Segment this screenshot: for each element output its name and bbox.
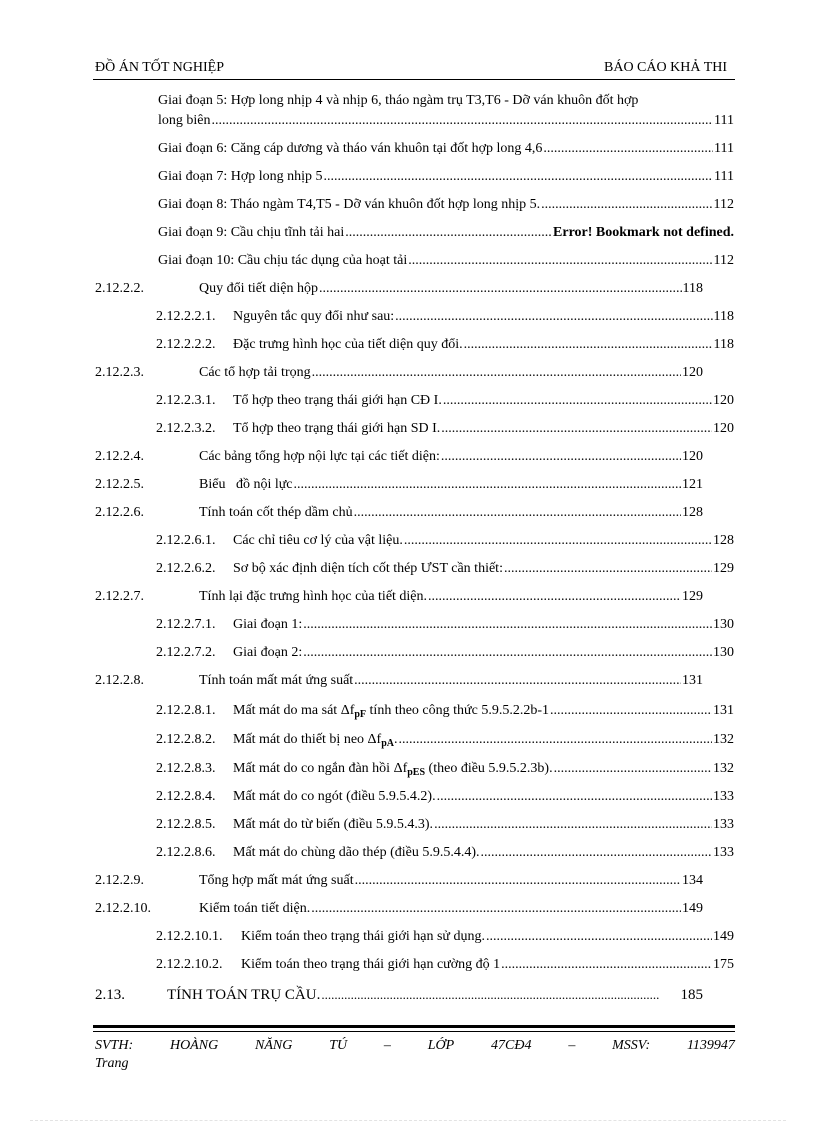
toc-page: 128 xyxy=(682,505,703,520)
toc-number: 2.12.2.3.2. xyxy=(156,421,216,436)
subscript: pES xyxy=(407,767,426,778)
toc-leader xyxy=(428,587,681,607)
toc-page: 149 xyxy=(682,901,703,916)
toc-entry[interactable] xyxy=(95,503,703,523)
toc-title: Giai đoạn 7: Hợp long nhịp 5 xyxy=(158,169,323,184)
toc-entry[interactable] xyxy=(156,531,734,551)
toc-number: 2.12.2.3.1. xyxy=(156,393,216,408)
toc-page: 132 xyxy=(713,761,734,776)
toc-number: 2.12.2.8.6. xyxy=(156,845,216,860)
toc-title: Giai đoạn 1: xyxy=(233,617,303,632)
toc-leader xyxy=(324,167,714,187)
toc-leader xyxy=(541,195,712,215)
toc-page: 133 xyxy=(713,845,734,860)
footer-trang: Trang xyxy=(95,1056,129,1071)
toc-title: Tính toán mất mát ứng suất xyxy=(199,673,354,688)
toc-entry[interactable] xyxy=(95,363,703,383)
toc-number: 2.12.2.7.2. xyxy=(156,645,216,660)
footer-row xyxy=(95,1038,735,1054)
toc-page: 118 xyxy=(682,281,703,296)
toc-title: Mất mát do ma sát $\Delta f_{pF}$ tính theo công thức 5.9.5.2.2b-1 xyxy=(233,703,549,720)
toc-page: 120 xyxy=(713,421,734,436)
toc-entry[interactable] xyxy=(95,985,703,1005)
toc-entry[interactable] xyxy=(158,251,734,271)
toc-leader xyxy=(481,843,712,863)
toc-number: 2.12.2.8.2. xyxy=(156,732,216,747)
footer-rule-thick xyxy=(93,1025,735,1028)
toc-title: Giai đoạn 9: Cầu chịu tĩnh tải hai xyxy=(158,225,345,240)
toc-page: 121 xyxy=(682,477,703,492)
toc-entry[interactable] xyxy=(156,955,734,975)
toc-leader xyxy=(303,615,712,635)
toc-page: 112 xyxy=(713,197,734,212)
toc-leader xyxy=(354,503,681,523)
toc-page: 112 xyxy=(713,253,734,268)
toc-title: long biên xyxy=(158,113,211,128)
toc-page: 130 xyxy=(713,617,734,632)
toc-entry[interactable] xyxy=(156,843,734,863)
toc-title: Giai đoạn 6: Căng cáp dương và tháo ván khuôn tại đốt hợp long 4,6 xyxy=(158,141,543,156)
page-edge xyxy=(30,1120,786,1121)
toc-leader xyxy=(321,985,659,1005)
toc-entry[interactable] xyxy=(156,815,734,835)
footer-mssv: 1139947 xyxy=(686,1038,735,1053)
toc-title: Mất mát do thiết bị neo $\Delta f_{pA}$. xyxy=(233,732,398,749)
toc-title: Tổng hợp mất mát ứng suất xyxy=(199,873,354,888)
toc-page: 128 xyxy=(713,533,734,548)
toc-leader xyxy=(434,815,712,835)
toc-title: Nguyên tắc quy đổi như sau: xyxy=(233,309,395,324)
toc-leader xyxy=(550,701,712,721)
toc-number: 2.12.2.10. xyxy=(95,901,151,916)
toc-number: 2.12.2.6.1. xyxy=(156,533,216,548)
footer-name-1: HOÀNG xyxy=(169,1038,219,1053)
toc-entry[interactable] xyxy=(156,701,734,721)
toc-leader xyxy=(395,307,712,327)
toc-leader xyxy=(486,927,712,947)
toc-title: Mất mát do từ biến (điều 5.9.5.4.3). xyxy=(233,817,434,832)
footer-name-3: TÚ xyxy=(329,1038,348,1053)
toc-number: 2.12.2.7.1. xyxy=(156,617,216,632)
toc-page: 149 xyxy=(713,929,734,944)
toc-title: Tổ hợp theo trạng thái giới hạn SD I. xyxy=(233,421,441,436)
toc-page: 130 xyxy=(713,645,734,660)
toc-page: 132 xyxy=(713,732,734,747)
toc-page: 111 xyxy=(714,169,734,184)
toc-title: Kiểm toán theo trạng thái giới hạn sử dụng. xyxy=(241,929,486,944)
toc-entry[interactable] xyxy=(156,419,734,439)
toc-leader xyxy=(554,759,712,779)
toc-title: Giai đoạn 10: Cầu chịu tác dụng của hoạt tải xyxy=(158,253,408,268)
toc-entry[interactable] xyxy=(156,559,734,579)
toc-number: 2.12.2.10.2. xyxy=(156,957,223,972)
toc-leader xyxy=(319,279,682,299)
toc-leader xyxy=(294,475,681,495)
toc-number: 2.12.2.2. xyxy=(95,281,144,296)
toc-title: Các bảng tổng hợp nội lực tại các tiết diện: xyxy=(199,449,440,464)
toc-number: 2.12.2.2.1. xyxy=(156,309,216,324)
toc-number: 2.12.2.8.5. xyxy=(156,817,216,832)
toc-entry[interactable] xyxy=(158,91,734,111)
toc-leader xyxy=(399,730,713,750)
toc-entry[interactable] xyxy=(156,391,734,411)
toc-number: 2.12.2.5. xyxy=(95,477,144,492)
toc-title: Kiểm toán theo trạng thái giới hạn cường độ 1 xyxy=(241,957,501,972)
toc-entry[interactable] xyxy=(156,730,734,750)
toc-page: 120 xyxy=(682,449,703,464)
toc-entry[interactable] xyxy=(158,223,734,243)
toc-entry[interactable] xyxy=(156,307,734,327)
toc-entry[interactable] xyxy=(95,475,703,495)
toc-leader xyxy=(443,391,712,411)
toc-title: Các chỉ tiêu cơ lý của vật liệu. xyxy=(233,533,403,548)
toc-entry[interactable] xyxy=(158,111,734,131)
toc-entry[interactable] xyxy=(158,167,734,187)
toc-leader xyxy=(543,139,713,159)
toc-number: 2.12.2.10.1. xyxy=(156,929,223,944)
toc-page: 131 xyxy=(713,703,734,718)
toc-title: Giai đoạn 8: Tháo ngàm T4,T5 - Dỡ ván khuôn đốt hợp long nhịp 5. xyxy=(158,197,541,212)
footer-name-2: NĂNG xyxy=(255,1038,293,1053)
toc-page: 129 xyxy=(682,589,703,604)
toc-title: Quy đổi tiết diện hộp xyxy=(199,281,318,296)
toc-page: 175 xyxy=(713,957,734,972)
toc-number: 2.12.2.4. xyxy=(95,449,144,464)
footer-rule-thin xyxy=(93,1031,735,1032)
toc-leader xyxy=(441,447,681,467)
toc-leader xyxy=(312,363,681,383)
toc-title: Biểu đồ nội lực xyxy=(199,477,293,492)
subscript: pA xyxy=(381,738,394,749)
toc-leader xyxy=(437,787,712,807)
header-left: ĐỒ ÁN TỐT NGHIỆP xyxy=(95,60,224,75)
footer xyxy=(95,1038,735,1072)
toc-page: 118 xyxy=(713,309,734,324)
toc-page: 131 xyxy=(682,673,703,688)
footer-svth-label: SVTH: xyxy=(95,1038,134,1053)
footer-class-label: LỚP xyxy=(427,1038,455,1053)
toc-title: Tính toán cốt thép dầm chủ xyxy=(199,505,353,520)
toc-number: 2.12.2.3. xyxy=(95,365,144,380)
toc-title: Tính lại đặc trưng hình học của tiết diện. xyxy=(199,589,428,604)
footer-dash: – xyxy=(383,1038,391,1053)
toc-entry[interactable] xyxy=(95,279,703,299)
toc-title: Các tổ hợp tải trọng xyxy=(199,365,311,380)
toc-number: 2.12.2.9. xyxy=(95,873,144,888)
toc-page: 185 xyxy=(680,987,703,1003)
toc-entry[interactable] xyxy=(156,787,734,807)
toc-leader xyxy=(501,955,712,975)
toc-number: 2.12.2.8.1. xyxy=(156,703,216,718)
toc-number: 2.12.2.8.4. xyxy=(156,789,216,804)
toc-entry[interactable] xyxy=(95,871,703,891)
toc-title: Mất mát do co ngót (điều 5.9.5.4.2). xyxy=(233,789,436,804)
toc-page: 120 xyxy=(682,365,703,380)
toc-title: Sơ bộ xác định diện tích cốt thép ƯST cần thiết: xyxy=(233,561,503,576)
toc-entry[interactable] xyxy=(95,447,703,467)
toc-title: Đặc trưng hình học của tiết diện quy đổi. xyxy=(233,337,463,352)
toc-leader xyxy=(354,671,681,691)
footer-dash: – xyxy=(568,1038,576,1053)
toc-page: 133 xyxy=(713,789,734,804)
toc-page-error: Error! Bookmark not defined. xyxy=(553,225,734,240)
toc-title: Mất mát do chùng dão thép (điều 5.9.5.4.4). xyxy=(233,845,480,860)
toc-page: 120 xyxy=(713,393,734,408)
toc-number: 2.12.2.6.2. xyxy=(156,561,216,576)
toc-entry[interactable] xyxy=(95,587,703,607)
toc-entry[interactable] xyxy=(156,335,734,355)
toc-page: 111 xyxy=(714,141,734,156)
toc-leader xyxy=(464,335,713,355)
toc-page: 134 xyxy=(682,873,703,888)
toc-entry[interactable] xyxy=(158,195,734,215)
footer-mssv-label: MSSV: xyxy=(612,1038,651,1053)
toc-entry[interactable] xyxy=(158,139,734,159)
toc-page: 111 xyxy=(714,113,734,128)
toc-leader xyxy=(212,111,714,131)
toc-leader xyxy=(355,871,681,891)
toc-title: Giai đoạn 5: Hợp long nhịp 4 và nhịp 6, tháo ngàm trụ T3,T6 - Dỡ ván khuôn đốt hợp xyxy=(158,93,639,108)
toc-leader xyxy=(408,251,712,271)
toc-leader xyxy=(303,643,712,663)
toc-entry[interactable] xyxy=(156,759,734,779)
toc-entry[interactable] xyxy=(156,643,734,663)
toc-leader xyxy=(404,531,712,551)
toc-page: 129 xyxy=(713,561,734,576)
toc-title: Mất mát do co ngắn đàn hồi $\Delta f_{pES}$ (theo điều 5.9.5.2.3b). xyxy=(233,761,553,778)
toc-number: 2.12.2.7. xyxy=(95,589,144,604)
toc-leader xyxy=(441,419,712,439)
toc-entry[interactable] xyxy=(156,615,734,635)
toc-number: 2.12.2.2.2. xyxy=(156,337,216,352)
toc-number: 2.13. xyxy=(95,987,125,1003)
footer-class: 47CĐ4 xyxy=(491,1038,532,1053)
toc-number: 2.12.2.8.3. xyxy=(156,761,216,776)
toc-page: 133 xyxy=(713,817,734,832)
toc-title: TÍNH TOÁN TRỤ CẦU. xyxy=(167,987,321,1003)
toc-leader xyxy=(504,559,712,579)
toc-number: 2.12.2.8. xyxy=(95,673,144,688)
toc-leader xyxy=(345,223,552,243)
header-right: BÁO CÁO KHẢ THI xyxy=(604,60,728,75)
toc-leader xyxy=(311,899,681,919)
toc-number: 2.12.2.6. xyxy=(95,505,144,520)
toc-entry[interactable] xyxy=(95,899,703,919)
header-rule xyxy=(93,79,735,80)
subscript: pF xyxy=(354,709,367,720)
toc-page: 118 xyxy=(713,337,734,352)
toc-entry[interactable] xyxy=(95,671,703,691)
toc-title: Kiểm toán tiết diện. xyxy=(199,901,311,916)
toc-entry[interactable] xyxy=(156,927,734,947)
toc-title: Giai đoạn 2: xyxy=(233,645,303,660)
toc-title: Tổ hợp theo trạng thái giới hạn CĐ I. xyxy=(233,393,442,408)
